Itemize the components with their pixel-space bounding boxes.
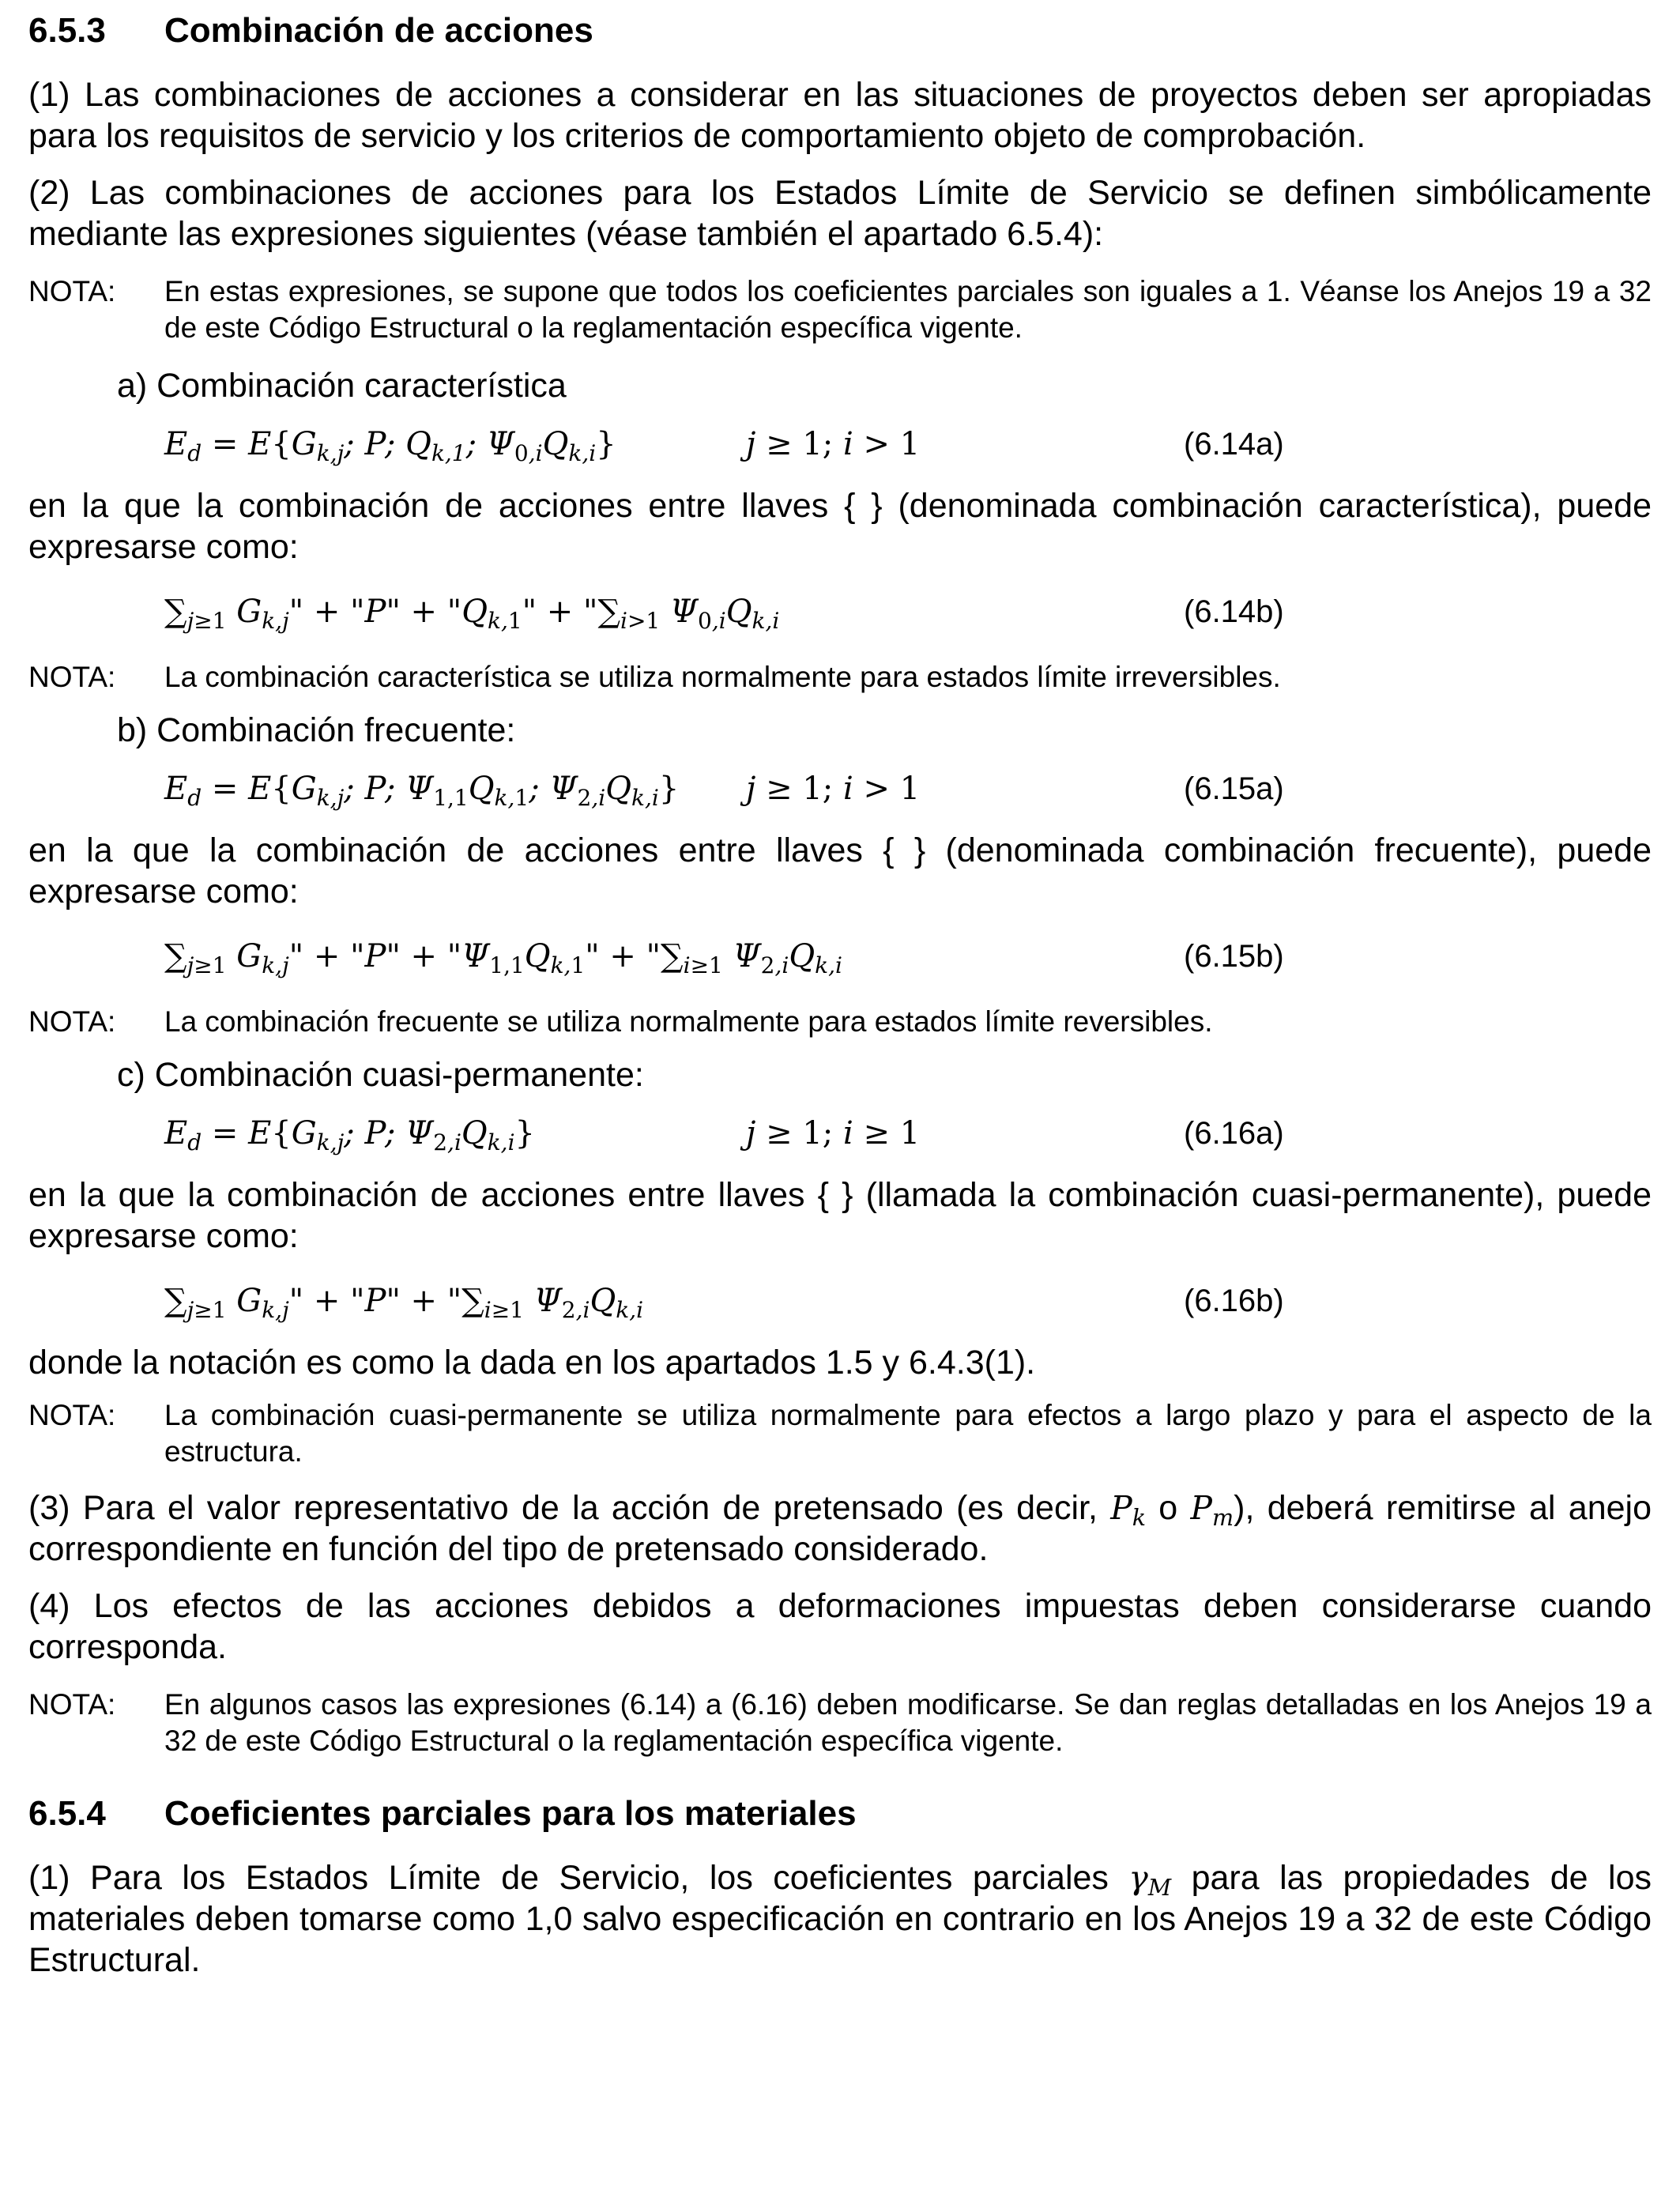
- equation-number: (6.14a): [1184, 427, 1284, 462]
- note-5: [28, 1687, 1652, 1759]
- paragraph-b-explanation: en la que la combinación de acciones entre llaves { } (denominada combinación frecuente), puede expresarse como:: [28, 831, 1652, 910]
- equation-number: (6.16b): [1184, 1284, 1284, 1318]
- symbol-pm: $P_m$: [1190, 1489, 1234, 1531]
- paragraph-3-text-mid: o: [1146, 1489, 1191, 1527]
- condition-6-15a: j ≥ 1; i > 1: [746, 771, 921, 807]
- paragraph-3-text-start: (3) Para el valor representativo de la acción de pretensado (es decir,: [28, 1489, 1111, 1527]
- paragraph-1: (1) Las combinaciones de acciones a considerar en las situaciones de proyectos deben ser apropiadas para los requisitos de servicio y los criterios de comportamiento objeto de comprobación.: [28, 76, 1652, 155]
- note-2: [28, 659, 1652, 696]
- equation-6-16a: $E_d = E\{G_{k,j}$; P; $\Psi_{2,i}Q_{k,i}$}: [164, 1115, 535, 1155]
- condition-6-14a: j ≥ 1; i > 1: [746, 426, 921, 462]
- section-heading-6-5-3: [28, 11, 593, 51]
- paragraph-4: (4) Los efectos de las acciones debidos a deformaciones impuestas deben considerarse cuando corresponda.: [28, 1587, 1652, 1666]
- item-b: b) Combinación frecuente:: [117, 711, 516, 749]
- note-1: [28, 273, 1652, 346]
- note-label: NOTA:: [28, 661, 116, 693]
- equation-6-15b: $\sum_{j\ge 1}$ $G_{k,j}$" + "P" + "$\Psi_{1,1}Q_{k,1}$" + "$\sum_{i\ge 1}$ $\Psi_{2,i}Q_{k,i}$: [164, 938, 842, 978]
- note-3: [28, 1004, 1652, 1040]
- paragraph-2: (2) Las combinaciones de acciones para los Estados Límite de Servicio se definen simbólicamente mediante las expresiones siguientes (véase también el apartado 6.5.4):: [28, 174, 1652, 253]
- equation-number: (6.14b): [1184, 594, 1284, 629]
- item-a: a) Combinación característica: [117, 367, 567, 405]
- equation-6-14b: $\sum_{j\ge 1}$ $G_{k,j}$" + "P" + "$Q_{k,1}$" + "$\sum_{i>1}$ $\Psi_{0,i}Q_{k,i}$: [164, 594, 780, 634]
- equation-number: (6.15b): [1184, 939, 1284, 974]
- equation-number: (6.15a): [1184, 771, 1284, 806]
- paragraph-6-5-4-1: [28, 1857, 1652, 1981]
- note-text: La combinación cuasi-permanente se utiliza normalmente para efectos a largo plazo y para el aspecto de la estructura.: [164, 1399, 1652, 1468]
- item-c: c) Combinación cuasi-permanente:: [117, 1056, 644, 1094]
- note-text: En estas expresiones, se supone que todos los coeficientes parciales son iguales a 1. Véanse los Anejos 19 a 32 de este Código Estructural o la reglamentación específica vigente.: [164, 275, 1652, 344]
- paragraph-notation: donde la notación es como la dada en los apartados 1.5 y 6.4.3(1).: [28, 1344, 1036, 1382]
- note-label: NOTA:: [28, 1688, 116, 1721]
- note-4: [28, 1397, 1652, 1470]
- note-text: En algunos casos las expresiones (6.14) a (6.16) deben modificarse. Se dan reglas detalladas en los Anejos 19 a 32 de este Código Estructural o la reglamentación específica vigente.: [164, 1688, 1652, 1757]
- section-number: 6.5.3: [28, 11, 106, 50]
- symbol-pk: $P_k$: [1110, 1489, 1147, 1531]
- note-label: NOTA:: [28, 275, 116, 307]
- paragraph-3: [28, 1487, 1652, 1570]
- equation-6-15a: $E_d = E\{G_{k,j}$; P; $\Psi_{1,1}Q_{k,1}$; $\Psi_{2,i}Q_{k,i}$}: [164, 771, 680, 811]
- paragraph-text-end: para las propiedades de los materiales deben tomarse como 1,0 salvo especificación en contrario en los Anejos 19 a 32 de este Código Estructural.: [28, 1859, 1652, 1979]
- note-label: NOTA:: [28, 1399, 116, 1431]
- equation-6-14a: $E_d = E\{G_{k,j}$; P; $Q_{k,1}$; $\Psi_{0,i}Q_{k,i}$}: [164, 426, 616, 466]
- paragraph-3-text-end: ), deberá remitirse al anejo correspondiente en función del tipo de pretensado considerado.: [28, 1489, 1652, 1568]
- equation-6-16b: $\sum_{j\ge 1}$ $G_{k,j}$" + "P" + "$\sum_{i\ge 1}$ $\Psi_{2,i}Q_{k,i}$: [164, 1283, 644, 1323]
- paragraph-c-explanation: en la que la combinación de acciones entre llaves { } (llamada la combinación cuasi-permanente), puede expresarse como:: [28, 1176, 1652, 1255]
- section-title: Coeficientes parciales para los materiales: [164, 1794, 857, 1833]
- note-text: La combinación frecuente se utiliza normalmente para estados límite reversibles.: [164, 1005, 1213, 1038]
- symbol-gamma-m: $\gamma_M$: [1128, 1859, 1172, 1901]
- note-label: NOTA:: [28, 1005, 116, 1038]
- section-title: Combinación de acciones: [164, 11, 593, 50]
- equation-number: (6.16a): [1184, 1116, 1284, 1151]
- note-text: La combinación característica se utiliza normalmente para estados límite irreversibles.: [164, 661, 1281, 693]
- section-heading-6-5-4: [28, 1794, 857, 1834]
- condition-6-16a: j ≥ 1; i ≥ 1: [746, 1115, 921, 1152]
- paragraph-text-start: (1) Para los Estados Límite de Servicio, los coeficientes parciales: [28, 1859, 1129, 1897]
- section-number: 6.5.4: [28, 1794, 106, 1833]
- paragraph-a-explanation: en la que la combinación de acciones entre llaves { } (denominada combinación característica), puede expresarse como:: [28, 487, 1652, 566]
